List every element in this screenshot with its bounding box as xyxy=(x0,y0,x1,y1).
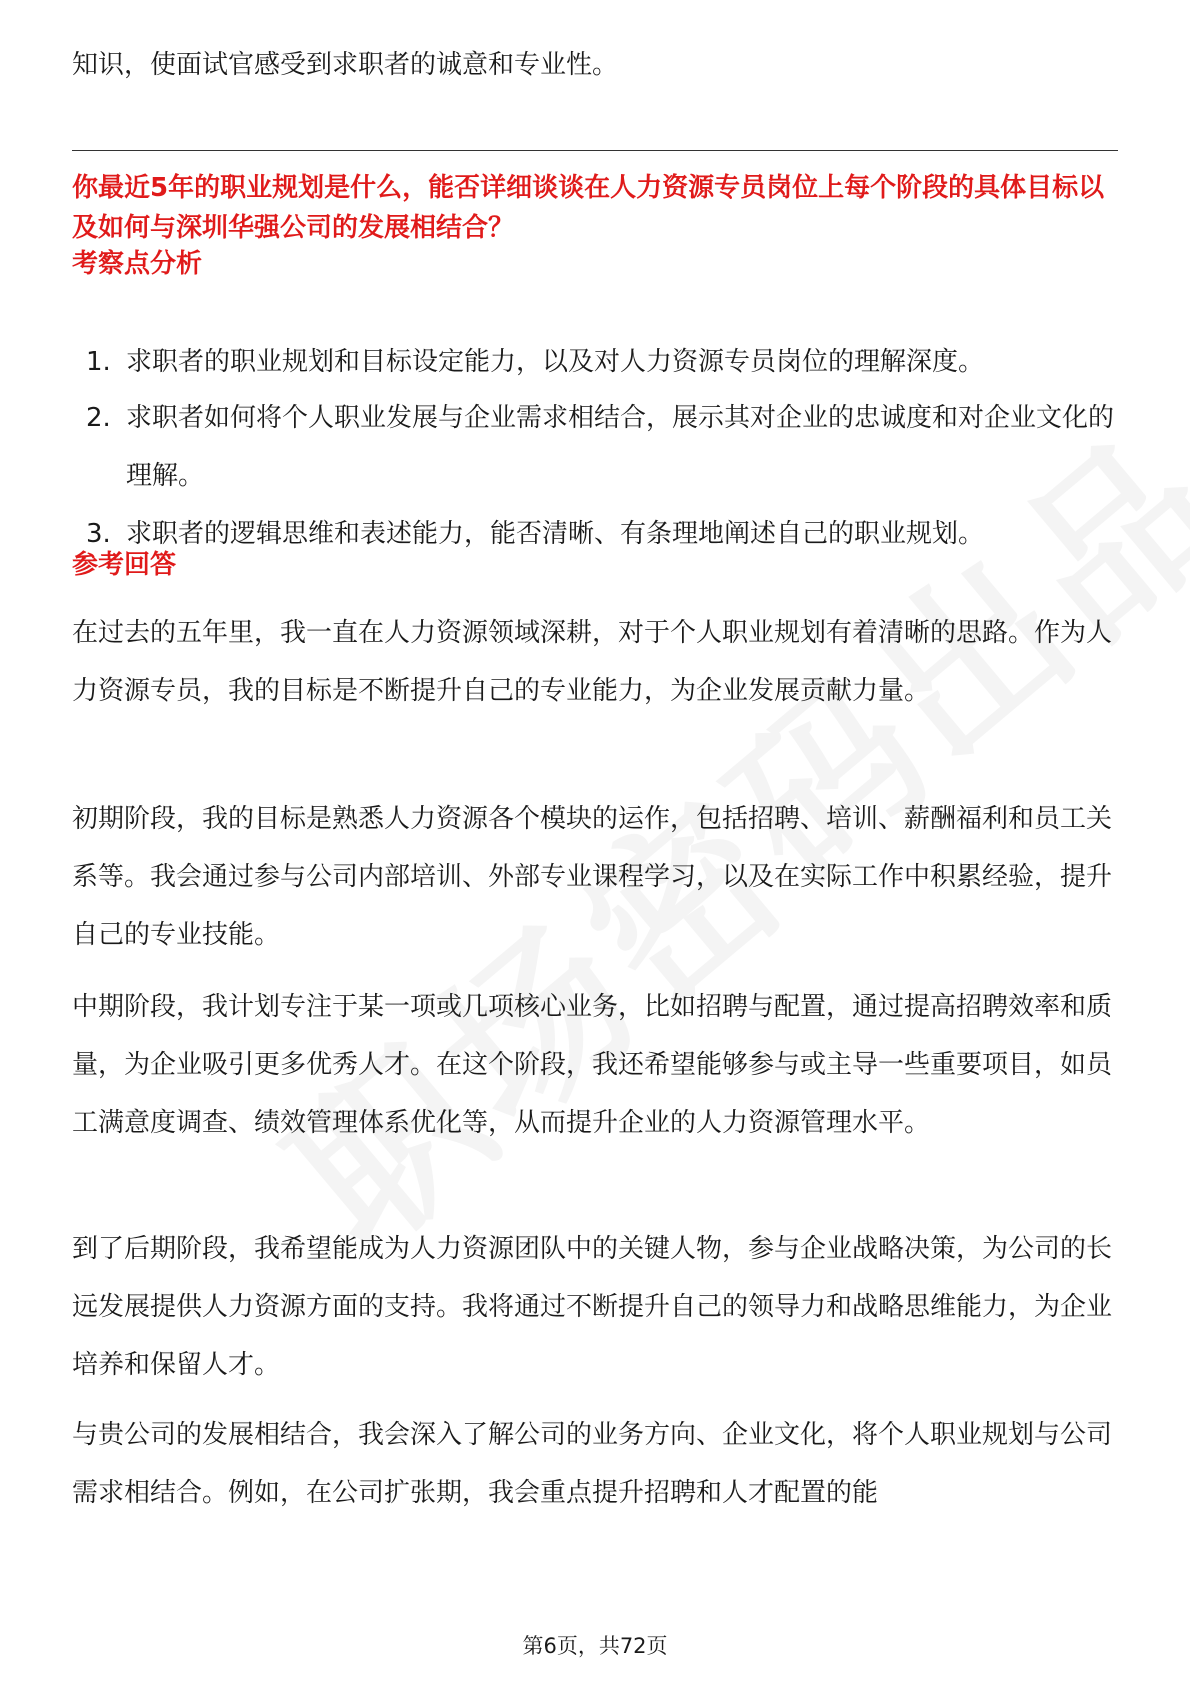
answer-heading: 参考回答 xyxy=(72,550,177,580)
answer-paragraph: 在过去的五年里，我一直在人力资源领域深耕，对于个人职业规划有着清晰的思路。作为人力资源专员，我的目标是不断提升自己的专业能力，为企业发展贡献力量。 xyxy=(72,618,1113,706)
interview-question: 你最近5年的职业规划是什么，能否详细谈谈在人力资源专员岗位上每个阶段的具体目标以及如何与深圳华强公司的发展相结合？ xyxy=(72,173,1105,243)
list-item-number: 3. xyxy=(86,519,111,549)
intro-tail-paragraph: 知识，使面试官感受到求职者的诚意和专业性。 xyxy=(72,50,619,80)
answer-paragraph: 初期阶段，我的目标是熟悉人力资源各个模块的运作，包括招聘、培训、薪酬福利和员工关系等。我会通过参与公司内部培训、外部专业课程学习，以及在实际工作中积累经验，提升自己的专业技能。 xyxy=(72,804,1113,950)
page-number: 第6页，共72页 xyxy=(522,1634,668,1658)
list-item-number: 2. xyxy=(86,403,111,433)
answer-paragraph: 与贵公司的发展相结合，我会深入了解公司的业务方向、企业文化，将个人职业规划与公司需求相结合。例如，在公司扩张期，我会重点提升招聘和人才配置的能 xyxy=(72,1420,1113,1508)
answer-paragraph: 到了后期阶段，我希望能成为人力资源团队中的关键人物，参与企业战略决策，为公司的长远发展提供人力资源方面的支持。我将通过不断提升自己的领导力和战略思维能力，为企业培养和保留人才。 xyxy=(72,1234,1113,1380)
list-item xyxy=(72,389,1118,505)
list-item-text: 求职者的职业规划和目标设定能力，以及对人力资源专员岗位的理解深度。 xyxy=(126,347,985,377)
document-page xyxy=(72,0,1118,1684)
answer-paragraph: 中期阶段，我计划专注于某一项或几项核心业务，比如招聘与配置，通过提高招聘效率和质量，为企业吸引更多优秀人才。在这个阶段，我还希望能够参与或主导一些重要项目，如员工满意度调查、绩效管理体系优化等，从而提升企业的人力资源管理水平。 xyxy=(72,992,1113,1138)
analysis-heading: 考察点分析 xyxy=(72,249,203,279)
list-item xyxy=(72,333,1118,391)
list-item xyxy=(72,505,1118,563)
list-item-number: 1. xyxy=(86,347,111,377)
list-item-text: 求职者如何将个人职业发展与企业需求相结合，展示其对企业的忠诚度和对企业文化的理解。 xyxy=(126,403,1115,491)
list-item-text: 求职者的逻辑思维和表述能力，能否清晰、有条理地阐述自己的职业规划。 xyxy=(126,519,985,549)
analysis-list xyxy=(72,333,1118,563)
section-divider xyxy=(72,150,1118,151)
